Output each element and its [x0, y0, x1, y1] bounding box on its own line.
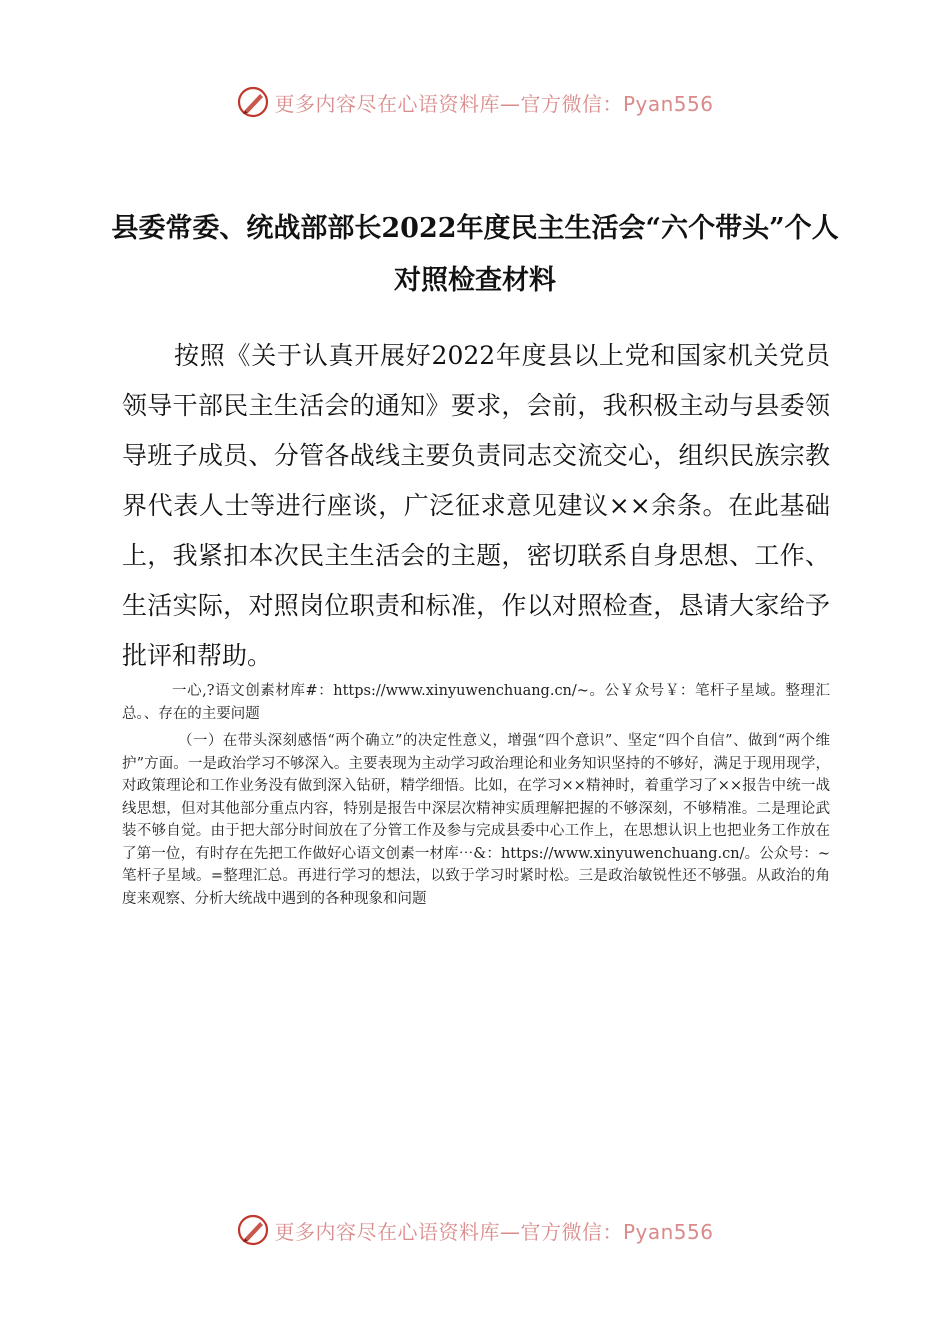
header-banner-text: 更多内容尽在心语资料库—官方微信：Pyan556 — [274, 91, 714, 116]
body-paragraph: （一）在带头深刻感悟“两个确立”的决定性意义，增强“四个意识”、坚定“四个自信”、做到“两个维护”方面。一是政治学习不够深入。主要表现为主动学习政治理论和业务知识坚持的不够好，满足于现用现学，对政策理论和工作业务没有做到深入钻研，精学细悟。比如，在学习××精神时，着重学习了××报告中统一战线思想，但对其他部分重点内容，特别是报告中深层次精神实质理解把握的不够深刻，不够精准。二是理论武装不够自觉。由于把大部分时间放在了分管工作及参与完成县委中心工作上，在思想认识上也把业务工作放在了第一位，有时存在先把工作做好心语文创素一材库⋯&：https://www.xinyuwenchuang.cn/。公众号：~笔杆子星域。=整理汇总。再进行学习的想法，以致于学习时紧时松。三是政治敏锐性还不够强。从政治的角度来观察、分析大统战中遇到的各种现象和问题 — [122, 733, 830, 907]
pen-logo-icon — [236, 85, 270, 119]
header-watermark-banner — [0, 82, 950, 122]
pen-logo-icon — [236, 1213, 270, 1247]
footer-watermark-banner — [0, 1210, 950, 1250]
document-title: 县委常委、统战部部长2022年度民主生活会“六个带头”个人对照检查材料 — [111, 213, 839, 296]
lead-paragraph: 按照《关于认真开展好2022年度县以上党和国家机关党员领导干部民主生活会的通知》要求，会前，我积极主动与县委领导班子成员、分管各战线主要负责同志交流交心，组织民族宗教界代表人士等进行座谈，广泛征求意见建议××余条。在此基础上，我紧扣本次民主生活会的主题，密切联系自身思想、工作、生活实际，对照岗位职责和标准，作以对照检查，恳请大家给予批评和帮助。 — [122, 341, 830, 670]
section-intro-paragraph: 一心,?语文创素材库#：https://www.xinyuwenchuang.cn/~。公￥众号￥：笔杆子星域。整理汇总。、存在的主要问题 — [122, 683, 830, 722]
footer-banner-text: 更多内容尽在心语资料库—官方微信：Pyan556 — [274, 1219, 714, 1244]
